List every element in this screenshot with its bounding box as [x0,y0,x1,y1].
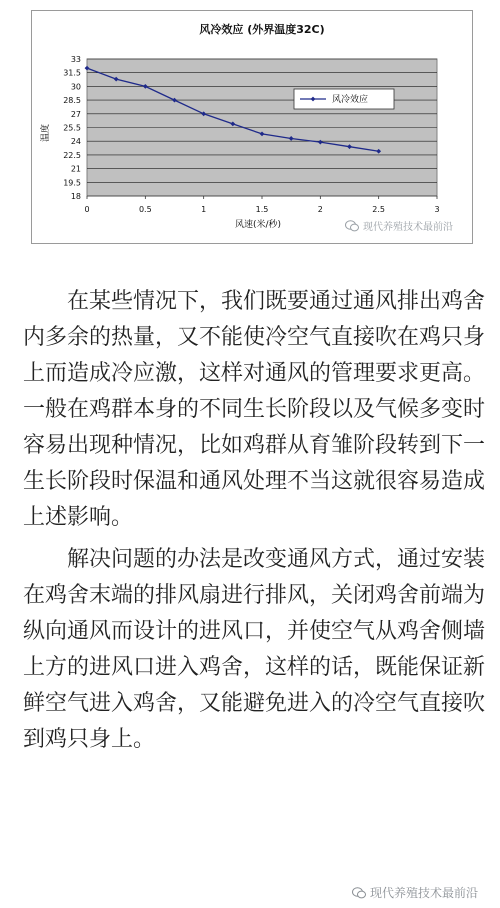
x-tick-label: 1.5 [255,205,269,214]
x-tick-label: 2 [317,205,323,214]
y-tick-label: 27 [70,109,81,119]
article-paragraph: 在某些情况下，我们既要通过通风排出鸡舍内多余的热量，又不能使冷空气直接吹在鸡只身上而造成冷应激，这样对通风的管理要求更高。一般在鸡群本身的不同生长阶段以及气候多变时容易出现种情况，比如鸡群从育雏阶段转到下一生长阶段时保温和通风处理不当这就很容易造成上述影响。 [23,289,486,530]
x-tick-label: 3 [434,205,440,214]
y-tick-label: 30 [70,82,81,92]
article-paragraph: 解决问题的办法是改变通风方式，通过安装在鸡舍末端的排风扇进行排风，关闭鸡舍前端为纵向通风而设计的进风口，并使空气从鸡舍侧墙上方的进风口进入鸡舍，这样的话，既能保证新鲜空气进入鸡舍，又能避免进入的冷空气直接吹到鸡只身上。 [23,547,486,752]
chart-title: 风冷效应 (外界温度32C) [199,23,325,36]
y-tick-label: 31.5 [63,68,81,78]
x-tick-label: 2.5 [372,205,386,214]
page-watermark-text: 现代养殖技术最前沿 [370,886,479,900]
article-body [23,284,485,758]
chart-watermark-text: 现代养殖技术最前沿 [363,222,453,233]
y-tick-label: 21 [70,164,81,174]
y-tick-label: 18 [70,192,81,201]
y-tick-label: 25.5 [63,123,81,133]
wind-chill-chart [32,11,472,243]
page-watermark [352,884,478,901]
legend-label: 风冷效应 [332,95,369,105]
y-tick-label: 19.5 [63,178,81,188]
x-tick-label: 1 [201,205,207,214]
wechat-icon [345,220,359,232]
y-tick-label: 33 [70,55,81,64]
x-tick-label: 0.5 [138,205,152,214]
wechat-icon [352,887,366,899]
y-axis-label: 温度 [41,123,51,143]
chart-watermark [345,218,453,233]
y-tick-label: 28.5 [63,96,81,106]
chart-frame [31,10,473,244]
x-tick-label: 0 [84,205,90,214]
y-tick-label: 22.5 [63,150,81,160]
x-axis-label: 风速(米/秒) [234,220,282,230]
y-tick-label: 24 [70,137,81,147]
